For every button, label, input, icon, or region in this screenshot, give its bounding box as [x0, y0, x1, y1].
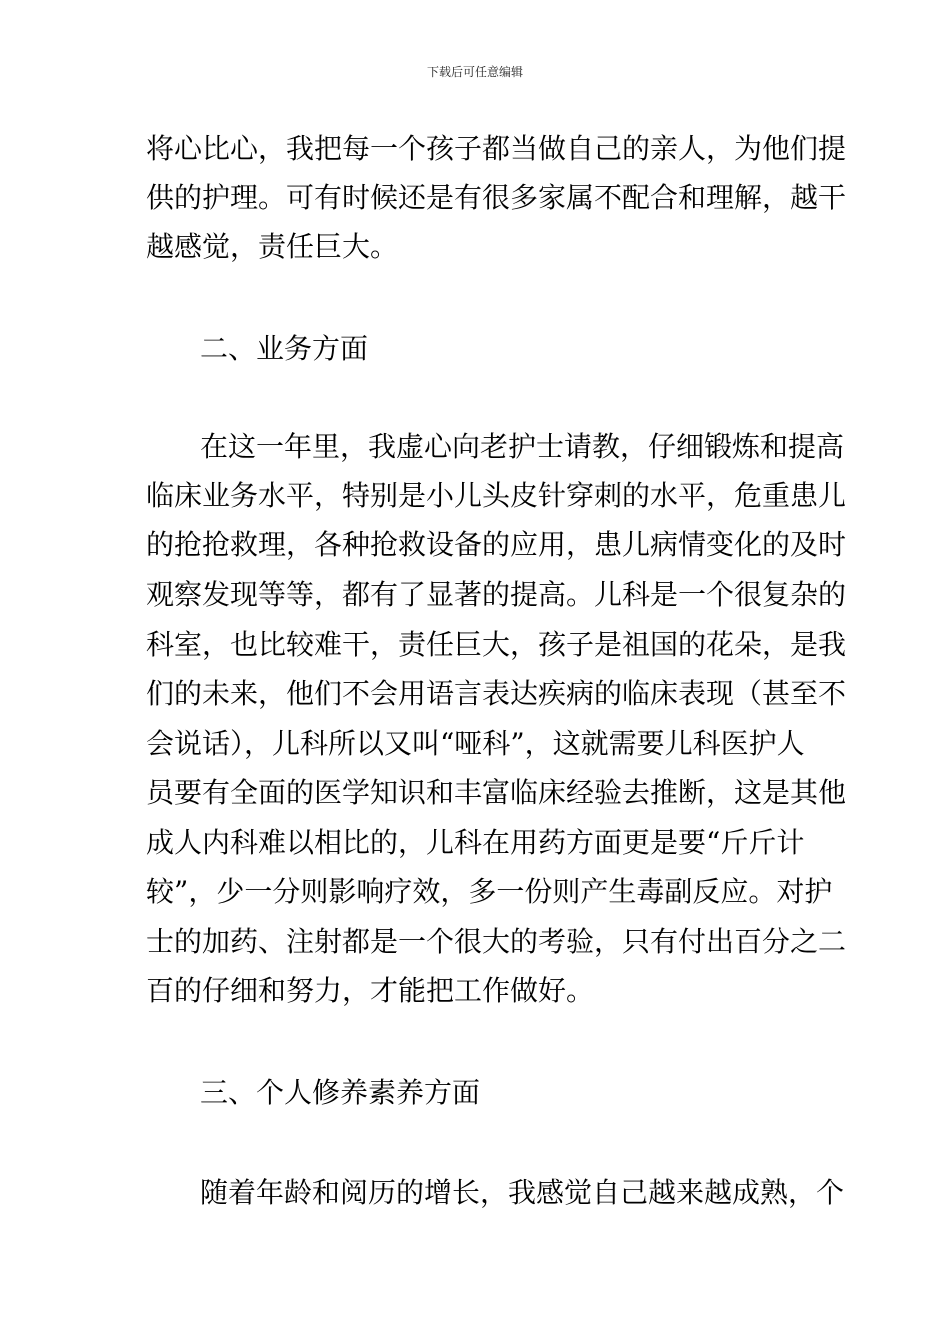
paragraph-2-line-4: 观察发现等等，都有了显著的提高。儿科是一个很复杂的: [146, 578, 847, 611]
paragraph-2-line-10: 较”，少一分则影响疗效，多一份则产生毒副反应。对护: [146, 875, 833, 908]
section-heading-2: 二、业务方面: [200, 332, 369, 365]
paragraph-2-line-9: 成人内科难以相比的，儿科在用药方面更是要“斤斤计: [146, 826, 805, 859]
paragraph-2-line-3: 的抢抢救理，各种抢救设备的应用，患儿病情变化的及时: [146, 528, 847, 561]
paragraph-2-line-7: 会说话），儿科所以又叫“哑科”，这就需要儿科医护人: [146, 727, 805, 760]
paragraph-2-line-12: 百的仔细和努力，才能把工作做好。: [146, 974, 595, 1007]
paragraph-2-line-11: 士的加药、注射都是一个很大的考验，只有付出百分之二: [146, 925, 847, 958]
page-header: 下载后可任意编辑: [426, 65, 523, 79]
paragraph-3-line-1: 随着年龄和阅历的增长，我感觉自己越来越成熟，个: [200, 1176, 845, 1209]
paragraph-1-line-2: 供的护理。可有时候还是有很多家属不配合和理解，越干: [146, 181, 847, 214]
section-heading-3: 三、个人修养素养方面: [200, 1076, 481, 1109]
paragraph-2-line-6: 们的未来，他们不会用语言表达疾病的临床表现（甚至不: [146, 677, 847, 710]
paragraph-2-line-5: 科室，也比较难干，责任巨大，孩子是祖国的花朵，是我: [146, 628, 847, 661]
paragraph-2-line-8: 员要有全面的医学知识和丰富临床经验去推断，这是其他: [146, 776, 847, 809]
paragraph-1-line-1: 将心比心，我把每一个孩子都当做自己的亲人，为他们提: [146, 132, 847, 165]
paragraph-1-line-3: 越感觉，责任巨大。: [146, 230, 399, 263]
paragraph-2-line-2: 临床业务水平，特别是小儿头皮针穿刺的水平，危重患儿: [146, 479, 847, 512]
paragraph-2-line-1: 在这一年里，我虚心向老护士请教，仔细锻炼和提高: [200, 430, 845, 463]
